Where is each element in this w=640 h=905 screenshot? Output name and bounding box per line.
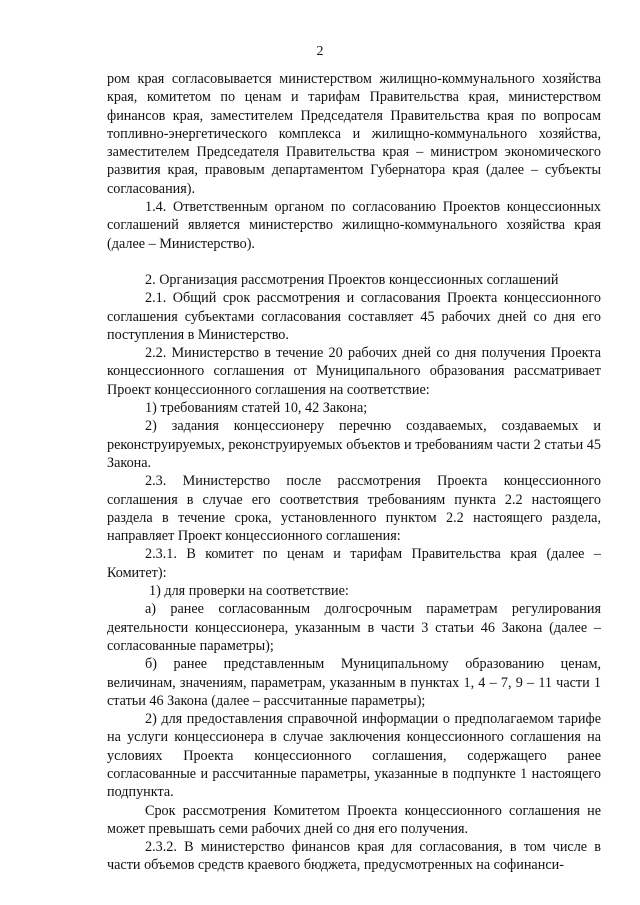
paragraph-2-3: 2.3. Министерство после рассмотрения Проекта концессионного соглашения в случае его соответствия требованиям пункта 2.2 настоящего раздела в течение срока, установленного пунктом 2.2 настоящего раздела, направляет Проект концессионного соглашения: — [107, 473, 601, 545]
paragraph-2-3-1-item-2: 2) для предоставления справочной информации о предполагаемом тарифе на услуги концессионера в случае заключения концессионного соглашения на условиях Проекта концессионного соглашения, содержащего ранее согласованные и рассчитанные параметры, указанные в подпункте 1 настоящего подпункта. — [107, 711, 601, 801]
paragraph-review-term: Срок рассмотрения Комитетом Проекта концессионного соглашения не может превышать семи рабочих дней со дня его получения. — [107, 802, 601, 837]
paragraph-2-3-2: 2.3.2. В министерство финансов края для согласования, в том числе в части объемов средств краевого бюджета, предусмотренных на софинанси- — [107, 839, 601, 874]
paragraph-2-3-1-item-1-a: а) ранее согласованным долгосрочным параметрам регулирования деятельности концессионера, указанным в части 3 статьи 46 Закона (далее – согласованные параметры); — [107, 601, 601, 654]
paragraph-2-2: 2.2. Министерство в течение 20 рабочих дней со дня получения Проекта концессионного соглашения от Муниципального образования рассматривает Проект концессионного соглашения на соответствие: — [107, 345, 601, 398]
document-body — [107, 70, 601, 875]
section-spacer — [107, 253, 601, 271]
page-number: 2 — [316, 44, 324, 59]
paragraph-2-1: 2.1. Общий срок рассмотрения и согласования Проекта концессионного соглашения субъектами согласования составляет 45 рабочих дней со дня его поступления в Министерство. — [107, 290, 601, 343]
section-2-heading: 2. Организация рассмотрения Проектов концессионных соглашений — [145, 271, 559, 288]
paragraph-2-3-1: 2.3.1. В комитет по ценам и тарифам Правительства края (далее – Комитет): — [107, 546, 601, 581]
paragraph-1-4: 1.4. Ответственным органом по согласованию Проектов концессионных соглашений является министерство жилищно-коммунального хозяйства края (далее – Министерство). — [107, 199, 601, 252]
paragraph-intro-continuation: ром края согласовывается министерством жилищно-коммунального хозяйства края, комитетом по ценам и тарифам Правительства края, министерством финансов края, заместителем Председателя Правительства края по вопросам топливно-энергетического комплекса и жилищно-коммунального хозяйства, заместителем Председателя Правительства края – министром экономического развития края, правовым департаментом Губернатора края (далее – субъекты согласования). — [107, 71, 601, 197]
paragraph-2-3-1-item-1-b: б) ранее представленным Муниципальному образованию ценам, величинам, значениям, параметрам, указанным в пунктах 1, 4 – 7, 9 – 11 части 1 статьи 46 Закона (далее – рассчитанные параметры); — [107, 656, 601, 709]
paragraph-2-2-item-2: 2) задания концессионеру перечню создаваемых, создаваемых и реконструируемых, реконструируемых объектов и требованиям части 2 статьи 45 Закона. — [107, 418, 601, 471]
paragraph-2-2-item-1: 1) требованиям статей 10, 42 Закона; — [145, 400, 368, 417]
paragraph-2-3-1-item-1: 1) для проверки на соответствие: — [149, 583, 349, 600]
